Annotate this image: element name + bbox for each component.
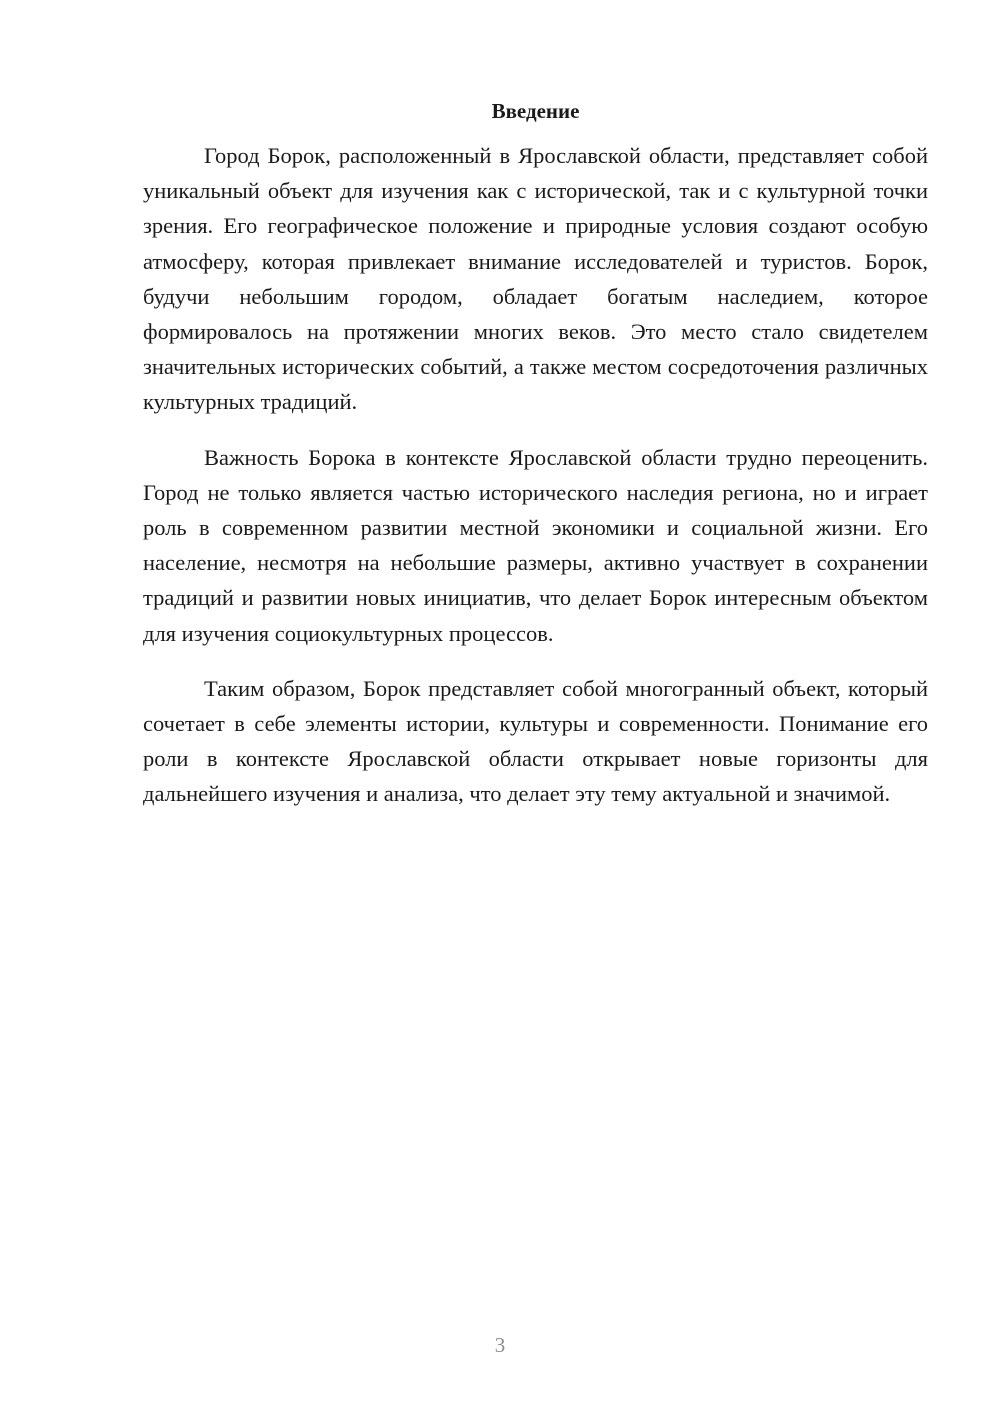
page-number: 3	[494, 1333, 506, 1357]
paragraph-3: Таким образом, Борок представляет собой многогранный объект, который сочетает в себе элементы истории, культуры и современности. Понимание его роли в контексте Ярославской области открывает новые горизонты для дальнейшего изучения и анализа, что делает эту тему актуальной и значимой.	[143, 675, 928, 807]
paragraph-1: Город Борок, расположенный в Ярославской области, представляет собой уникальный объект для изучения как с исторической, так и с культурной точки зрения. Его географическое положение и природные условия создают особую атмосферу, которая привлекает внимание исследователей и туристов. Борок, будучи небольшим городом, обладает богатым наследием, которое формировалось на протяжении многих веков. Это место стало свидетелем значительных исторических событий, а также местом сосредоточения различных культурных традиций.	[143, 143, 928, 415]
section-heading: Введение	[491, 99, 580, 123]
paragraph-2: Важность Борока в контексте Ярославской области трудно переоценить. Город не только является частью исторического наследия региона, но и играет роль в современном развитии местной экономики и социальной жизни. Его население, несмотря на небольшие размеры, активно участвует в сохранении традиций и развитии новых инициатив, что делает Борок интересным объектом для изучения социокультурных процессов.	[143, 444, 928, 646]
page-content	[143, 96, 928, 832]
